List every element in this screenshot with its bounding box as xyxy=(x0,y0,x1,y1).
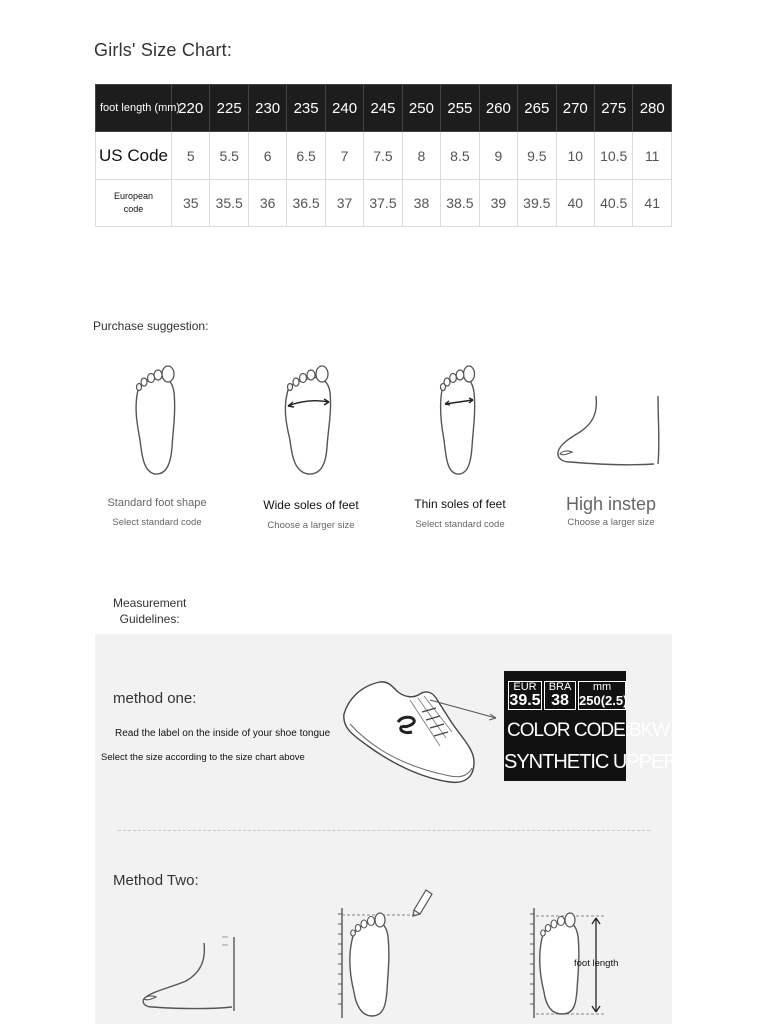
purchase-item-title: Wide soles of feet xyxy=(263,498,359,512)
purchase-item xyxy=(380,497,540,530)
purchase-item-subtitle: Select standard code xyxy=(415,519,505,530)
foot-length-cell: 235 xyxy=(287,85,325,132)
page-title: Girls' Size Chart: xyxy=(94,40,233,60)
us-code-cell: 6 xyxy=(248,132,286,180)
foot-length-cell: 270 xyxy=(556,85,594,132)
color-code-text: COLOR CODE:BKW xyxy=(507,720,670,741)
eu-code-cell: 36.5 xyxy=(287,180,325,227)
eu-code-cell: 36 xyxy=(248,180,286,227)
foot-length-cell: 220 xyxy=(172,85,210,132)
purchase-item-title: Standard foot shape xyxy=(107,497,207,509)
purchase-item xyxy=(231,498,391,531)
bra-value: 38 xyxy=(551,692,569,709)
us-code-cell: 8.5 xyxy=(441,132,479,180)
eu-code-cell: 35.5 xyxy=(210,180,248,227)
bra-size-box xyxy=(544,681,576,710)
us-code-cell: 7 xyxy=(325,132,363,180)
eu-code-cell: 35 xyxy=(172,180,210,227)
eu-code-label-line2: code xyxy=(123,204,144,214)
mm-value: 250(2.5) xyxy=(579,693,628,708)
us-code-cell: 9 xyxy=(479,132,517,180)
foot-pencil-mark-icon xyxy=(334,880,454,1020)
purchase-item-subtitle: Choose a larger size xyxy=(567,517,655,528)
us-code-label: US Code xyxy=(96,132,172,180)
method-one-title: method one: xyxy=(113,690,197,707)
thin-foot-icon xyxy=(432,362,484,478)
method-two-title: Method Two: xyxy=(113,872,199,889)
eu-code-cell: 38.5 xyxy=(441,180,479,227)
purchase-item-subtitle: Choose a larger size xyxy=(267,520,355,531)
eur-value: 39.5 xyxy=(509,692,541,709)
size-chart-table xyxy=(95,84,672,227)
us-code-cell: 9.5 xyxy=(518,132,556,180)
divider xyxy=(118,830,650,831)
measurement-guidelines-line2: Guidelines: xyxy=(119,612,180,626)
foot-length-row xyxy=(96,85,672,132)
synthetic-upper-text: SYNTHETIC UPPER xyxy=(504,751,677,773)
eu-code-cell: 37.5 xyxy=(364,180,402,227)
foot-length-cell: 260 xyxy=(479,85,517,132)
shoe-label-image xyxy=(504,671,677,781)
us-code-row xyxy=(96,132,672,180)
eu-code-row xyxy=(96,180,672,227)
purchase-suggestion-label: Purchase suggestion: xyxy=(93,319,209,333)
foot-length-cell: 230 xyxy=(248,85,286,132)
high-instep-foot-icon xyxy=(554,392,664,472)
purchase-item xyxy=(531,494,691,528)
eu-code-label xyxy=(96,180,172,227)
foot-length-cell: 245 xyxy=(364,85,402,132)
foot-length-cell: 275 xyxy=(594,85,632,132)
purchase-item-title: High instep xyxy=(565,494,657,514)
us-code-cell: 8 xyxy=(402,132,440,180)
us-code-cell: 6.5 xyxy=(287,132,325,180)
measurement-guidelines-line1: Measurement xyxy=(113,596,187,610)
foot-length-label: foot length (mm) xyxy=(96,85,172,132)
eur-label: EUR xyxy=(513,681,537,693)
foot-length-cell: 225 xyxy=(210,85,248,132)
eu-code-cell: 40.5 xyxy=(594,180,632,227)
eu-code-cell: 38 xyxy=(402,180,440,227)
foot-length-label: foot length xyxy=(574,958,619,969)
purchase-item-subtitle: Select standard code xyxy=(112,517,202,528)
eu-code-cell: 37 xyxy=(325,180,363,227)
foot-against-wall-icon xyxy=(132,935,242,1015)
mm-size-box xyxy=(578,681,626,710)
eu-code-cell: 40 xyxy=(556,180,594,227)
shoe-icon xyxy=(340,676,505,788)
standard-foot-icon xyxy=(128,362,184,478)
foot-length-cell: 250 xyxy=(402,85,440,132)
foot-length-cell: 265 xyxy=(518,85,556,132)
purchase-item-title: Thin soles of feet xyxy=(414,497,506,511)
method-one-instruction: Select the size according to the size chart above xyxy=(101,752,305,763)
eu-code-cell: 39 xyxy=(479,180,517,227)
eu-code-cell: 41 xyxy=(633,180,672,227)
wide-foot-icon xyxy=(280,362,340,478)
eu-code-cell: 39.5 xyxy=(518,180,556,227)
us-code-cell: 11 xyxy=(633,132,672,180)
bra-label: BRA xyxy=(548,681,572,693)
mm-label: mm xyxy=(592,681,612,693)
us-code-cell: 10 xyxy=(556,132,594,180)
us-code-cell: 10.5 xyxy=(594,132,632,180)
us-code-cell: 5.5 xyxy=(210,132,248,180)
method-one-instruction: Read the label on the inside of your shoe tongue xyxy=(115,728,331,739)
foot-length-cell: 240 xyxy=(325,85,363,132)
measurement-guidelines-label xyxy=(113,595,186,627)
purchase-item xyxy=(77,497,237,528)
eu-code-label-line1: European xyxy=(113,191,154,201)
foot-length-cell: 280 xyxy=(633,85,672,132)
foot-length-cell: 255 xyxy=(441,85,479,132)
us-code-cell: 5 xyxy=(172,132,210,180)
eur-size-box xyxy=(508,681,542,710)
us-code-cell: 7.5 xyxy=(364,132,402,180)
